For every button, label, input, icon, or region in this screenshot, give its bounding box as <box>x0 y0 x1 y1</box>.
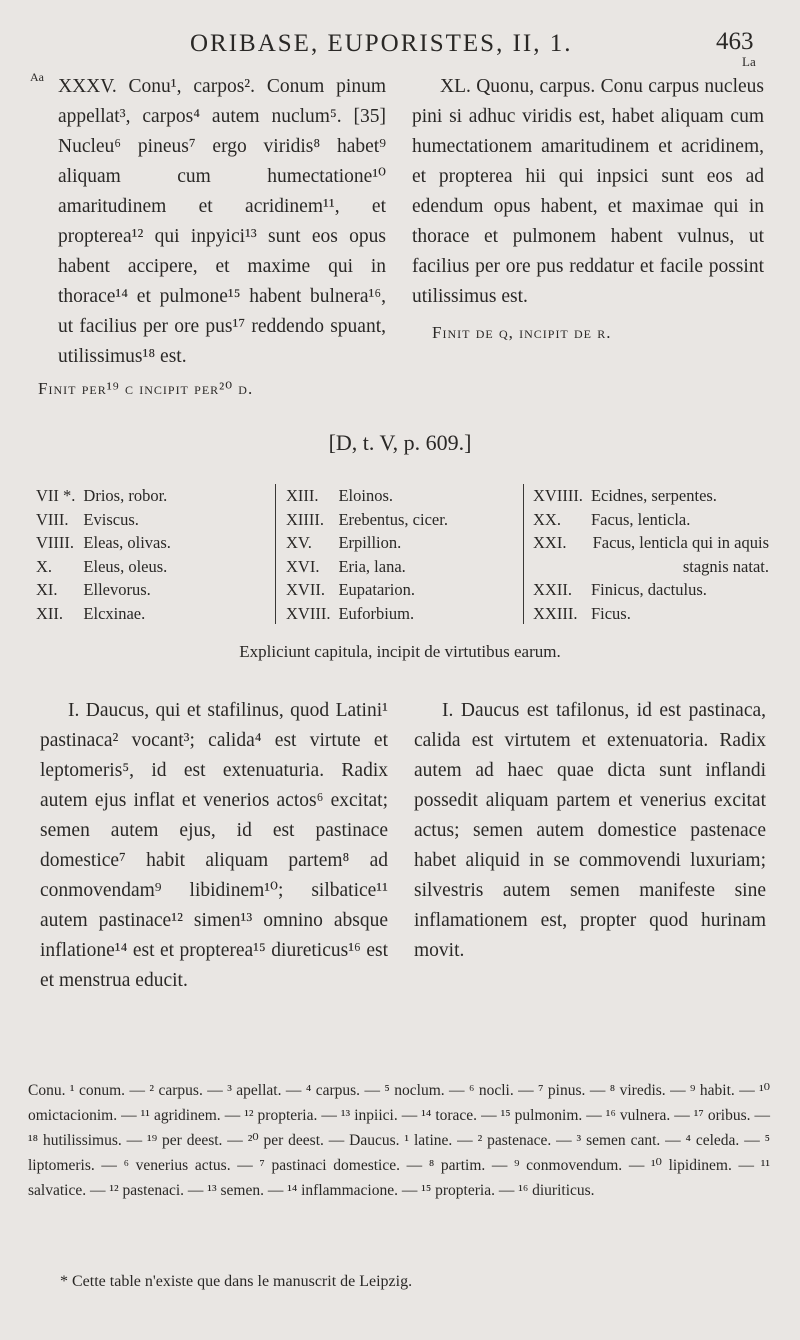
toc-column-3 <box>533 484 769 625</box>
toc-row: XVIIII. Ecidnes, serpentes. <box>533 486 717 505</box>
page-reference: [D, t. V, p. 609.] <box>328 430 472 455</box>
margin-note-right: La <box>742 54 756 69</box>
toc-row: XIII. Eloinos. <box>286 486 393 505</box>
page-header <box>0 26 800 69</box>
footnote: * Cette table n'existe que dans le manuscrit de Leipzig. <box>60 1273 413 1290</box>
toc-row: XVIII. Euforbium. <box>286 603 415 623</box>
top-right-column <box>412 72 764 348</box>
daucus-text-left: I. Daucus, qui et stafilinus, quod Latini¹ pastinaca² vocant³; calida⁴ est virtute et leptomeris⁵, id est extenuaturia. Radix autem ejus inflat et venerios actos⁶ excitat; semen autem ejus, id est pastinace domestice⁷ habit aliquam partem⁸ ad conmovendam⁹ libidinem¹⁰; silbatice¹¹ autem pastinace¹² simen¹³ omnino absque inflatione¹⁴ est et propterea¹⁵ diureticus¹⁶ est et menstrua educit. <box>40 700 388 991</box>
toc-row: XXIII. Ficus. <box>533 603 631 623</box>
toc-row: VIIII. Eleas, olivas. <box>36 533 171 552</box>
toc-column-2 <box>286 484 518 625</box>
toc-row: VIII. Eviscus. <box>36 509 139 529</box>
toc-row: XIIII. Erebentus, cicer. <box>286 509 448 529</box>
toc-row: X. Eleus, oleus. <box>36 556 168 576</box>
toc-row: XV. Erpillion. <box>286 533 402 552</box>
toc-divider-2 <box>523 484 524 624</box>
toc-row: XVII. Eupatarion. <box>286 580 415 599</box>
finit-note-right: Finit de q, incipit de r. <box>432 323 612 342</box>
finit-note-left: Finit per¹⁹ c incipit per²⁰ d. <box>38 379 254 398</box>
running-title: ORIBASE, EUPORISTES, II, 1. <box>190 30 573 57</box>
page-number: 463 <box>716 28 754 55</box>
toc-row: XI. Ellevorus. <box>36 580 151 599</box>
bottom-right-column <box>414 696 766 966</box>
apparatus-notes: Conu. ¹ conum. — ² carpus. — ³ apellat. — ⁴ carpus. — ⁵ noclum. — ⁶ nocli. — ⁷ pinus. — ⁸ viredis. — ⁹ habit. — ¹⁰ omictacionim. — ¹¹ agridinem. — ¹² propteria. — ¹³ inpiici. — ¹⁴ torace. — ¹⁵ pulmonim. — ¹⁶ vulnera. — ¹⁷ oribus. — ¹⁸ hutilissimus. — ¹⁹ per deest. — ²⁰ per deest. — Daucus. ¹ latine. — ² pastenace. — ³ semen cant. — ⁴ celeda. — ⁵ liptomeris. — ⁶ venerius actus. — ⁷ pastinaci domestice. — ⁸ partim. — ⁹ conmovendum. — ¹⁰ lipidinem. — ¹¹ salvatice. — ¹² pastenaci. — ¹³ semen. — ¹⁴ inflammacione. — ¹⁵ propteria. — ¹⁶ diuriticus. <box>28 1082 770 1199</box>
top-left-column <box>38 72 386 404</box>
toc-row: VII *. Drios, robor. <box>36 486 168 505</box>
toc-row: XII. Elcxinae. <box>36 603 146 623</box>
toc-column-1 <box>36 484 268 625</box>
chapter-xxxv-text: XXXV. Conu¹, carpos². Conum pinum appellat³, carpos⁴ autem nuclum⁵. [35] Nucleu⁶ pineus⁷ ergo viridis⁸ habet⁹ aliquam cum humectatione¹⁰ amaritudinem et acridinem¹¹, et propterea¹² qui inpyici¹³ sunt eos opus habent accipere, et maxime qui in thorace¹⁴ et pulmone¹⁵ habent bulnera¹⁶, ut facilius per ore pus¹⁷ reddendo spuant, utilissimus¹⁸ est. <box>58 76 386 367</box>
toc-divider-1 <box>275 484 276 624</box>
toc-row: XVI. Eria, lana. <box>286 556 406 576</box>
toc-row: XXI. Facus, lenticla qui in aquis stagnis natat. <box>533 533 769 576</box>
toc-row: XXII. Finicus, dactulus. <box>533 580 707 599</box>
explicit-line: Expliciunt capitula, incipit de virtutibus earum. <box>239 642 561 661</box>
toc-row: XX. Facus, lenticla. <box>533 509 691 529</box>
chapter-xl-text: XL. Quonu, carpus. Conu carpus nucleus pini si adhuc viridis est, habet aliquam cum humectationem amaritudinem et acridinem, et propterea hii qui inpsici sunt eos ad edendum opus habent, et maximae qui in thorace et pulmonem habent vulnus, ut facilius per ore pus reddatur et facile possint utilissimus est. <box>412 76 764 307</box>
margin-note-left: Aa <box>30 70 44 84</box>
bottom-left-column <box>40 696 388 996</box>
daucus-text-right: I. Daucus est tafilonus, id est pastinaca, calida est virtutem et extenuatoria. Radix autem ad haec quae dicta sunt inflandi possedit aliquam partem et venerius excitat actus; semen autem domestice pastenace habet aliquid in se commovendi luxuriam; silvestris autem semen manifeste sine inflamationem est, propter quod hurinam movit. <box>414 700 766 961</box>
